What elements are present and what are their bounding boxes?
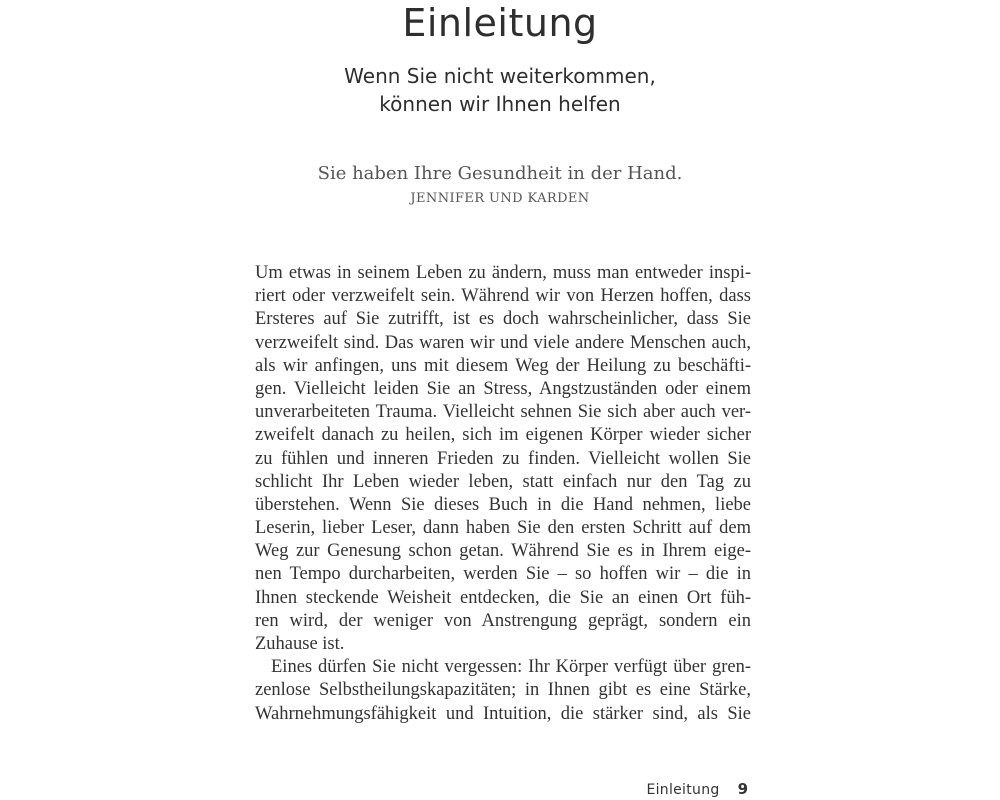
paragraph-2 (255, 656, 751, 726)
text-line: Ersteres auf Sie zutrifft, ist es doch wahrscheinlicher, dass Sie (255, 309, 751, 330)
subtitle-line: können wir Ihnen helfen (379, 92, 621, 116)
text-line: überstehen. Wenn Sie dieses Buch in die Hand nehmen, liebe (255, 494, 751, 515)
text-line: Wahrnehmungsfähigkeit und Intuition, die stärker sind, als Sie (255, 703, 751, 724)
text-line: zweifelt danach zu heilen, sich im eigenen Körper wieder sicher (255, 425, 751, 446)
text-line: Weg zur Genesung schon getan. Während Sie es in Ihrem eige- (255, 541, 751, 562)
text-line: nen Tempo durcharbeiten, werden Sie – so hoffen wir – die in (255, 564, 751, 585)
text-line: ren wird, der weniger von Anstrengung geprägt, sondern ein (255, 610, 751, 631)
text-line: Ihnen steckende Weisheit entdecken, die Sie an einen Ort füh- (255, 587, 751, 608)
text-line: zu fühlen und inneren Frieden zu finden. Vielleicht wollen Sie (255, 448, 751, 469)
chapter-title: Einleitung (402, 1, 598, 45)
page-footer (646, 780, 748, 798)
text-line: verzweifelt sind. Das waren wir und viele andere Menschen auch, (255, 332, 751, 353)
text-line: Leserin, lieber Leser, dann haben Sie den ersten Schritt auf dem (255, 518, 751, 539)
text-line: schlicht Ihr Leben wieder leben, statt einfach nur den Tag zu (255, 471, 751, 492)
subtitle-line: Wenn Sie nicht weiterkommen, (344, 64, 656, 88)
text-line: Zuhause ist. (255, 634, 345, 654)
page-number: 9 (737, 780, 748, 798)
epigraph-quote: Sie haben Ihre Gesundheit in der Hand. (317, 163, 683, 184)
paragraph-1 (255, 262, 751, 656)
body-text (255, 262, 751, 726)
epigraph-attribution: JENNIFER UND KARDEN (410, 191, 590, 206)
chapter-subtitle (0, 62, 1000, 118)
text-line: als wir anfingen, uns mit diesem Weg der Heilung zu beschäfti- (255, 355, 751, 376)
running-head: Einleitung (646, 782, 720, 798)
text-line: zenlose Selbstheilungskapazitäten; in Ihnen gibt es eine Stärke, (255, 680, 751, 701)
text-line: Eines dürfen Sie nicht vergessen: Ihr Körper verfügt über gren- (271, 657, 751, 678)
text-line: riert oder verzweifelt sein. Während wir von Herzen hoffen, dass (255, 286, 751, 307)
text-line: gen. Vielleicht leiden Sie an Stress, Angstzuständen oder einem (255, 378, 751, 399)
text-line: unverarbeiteten Trauma. Vielleicht sehnen Sie sich aber auch ver- (255, 402, 751, 423)
text-line: Um etwas in seinem Leben zu ändern, muss man entweder inspi- (255, 263, 751, 283)
